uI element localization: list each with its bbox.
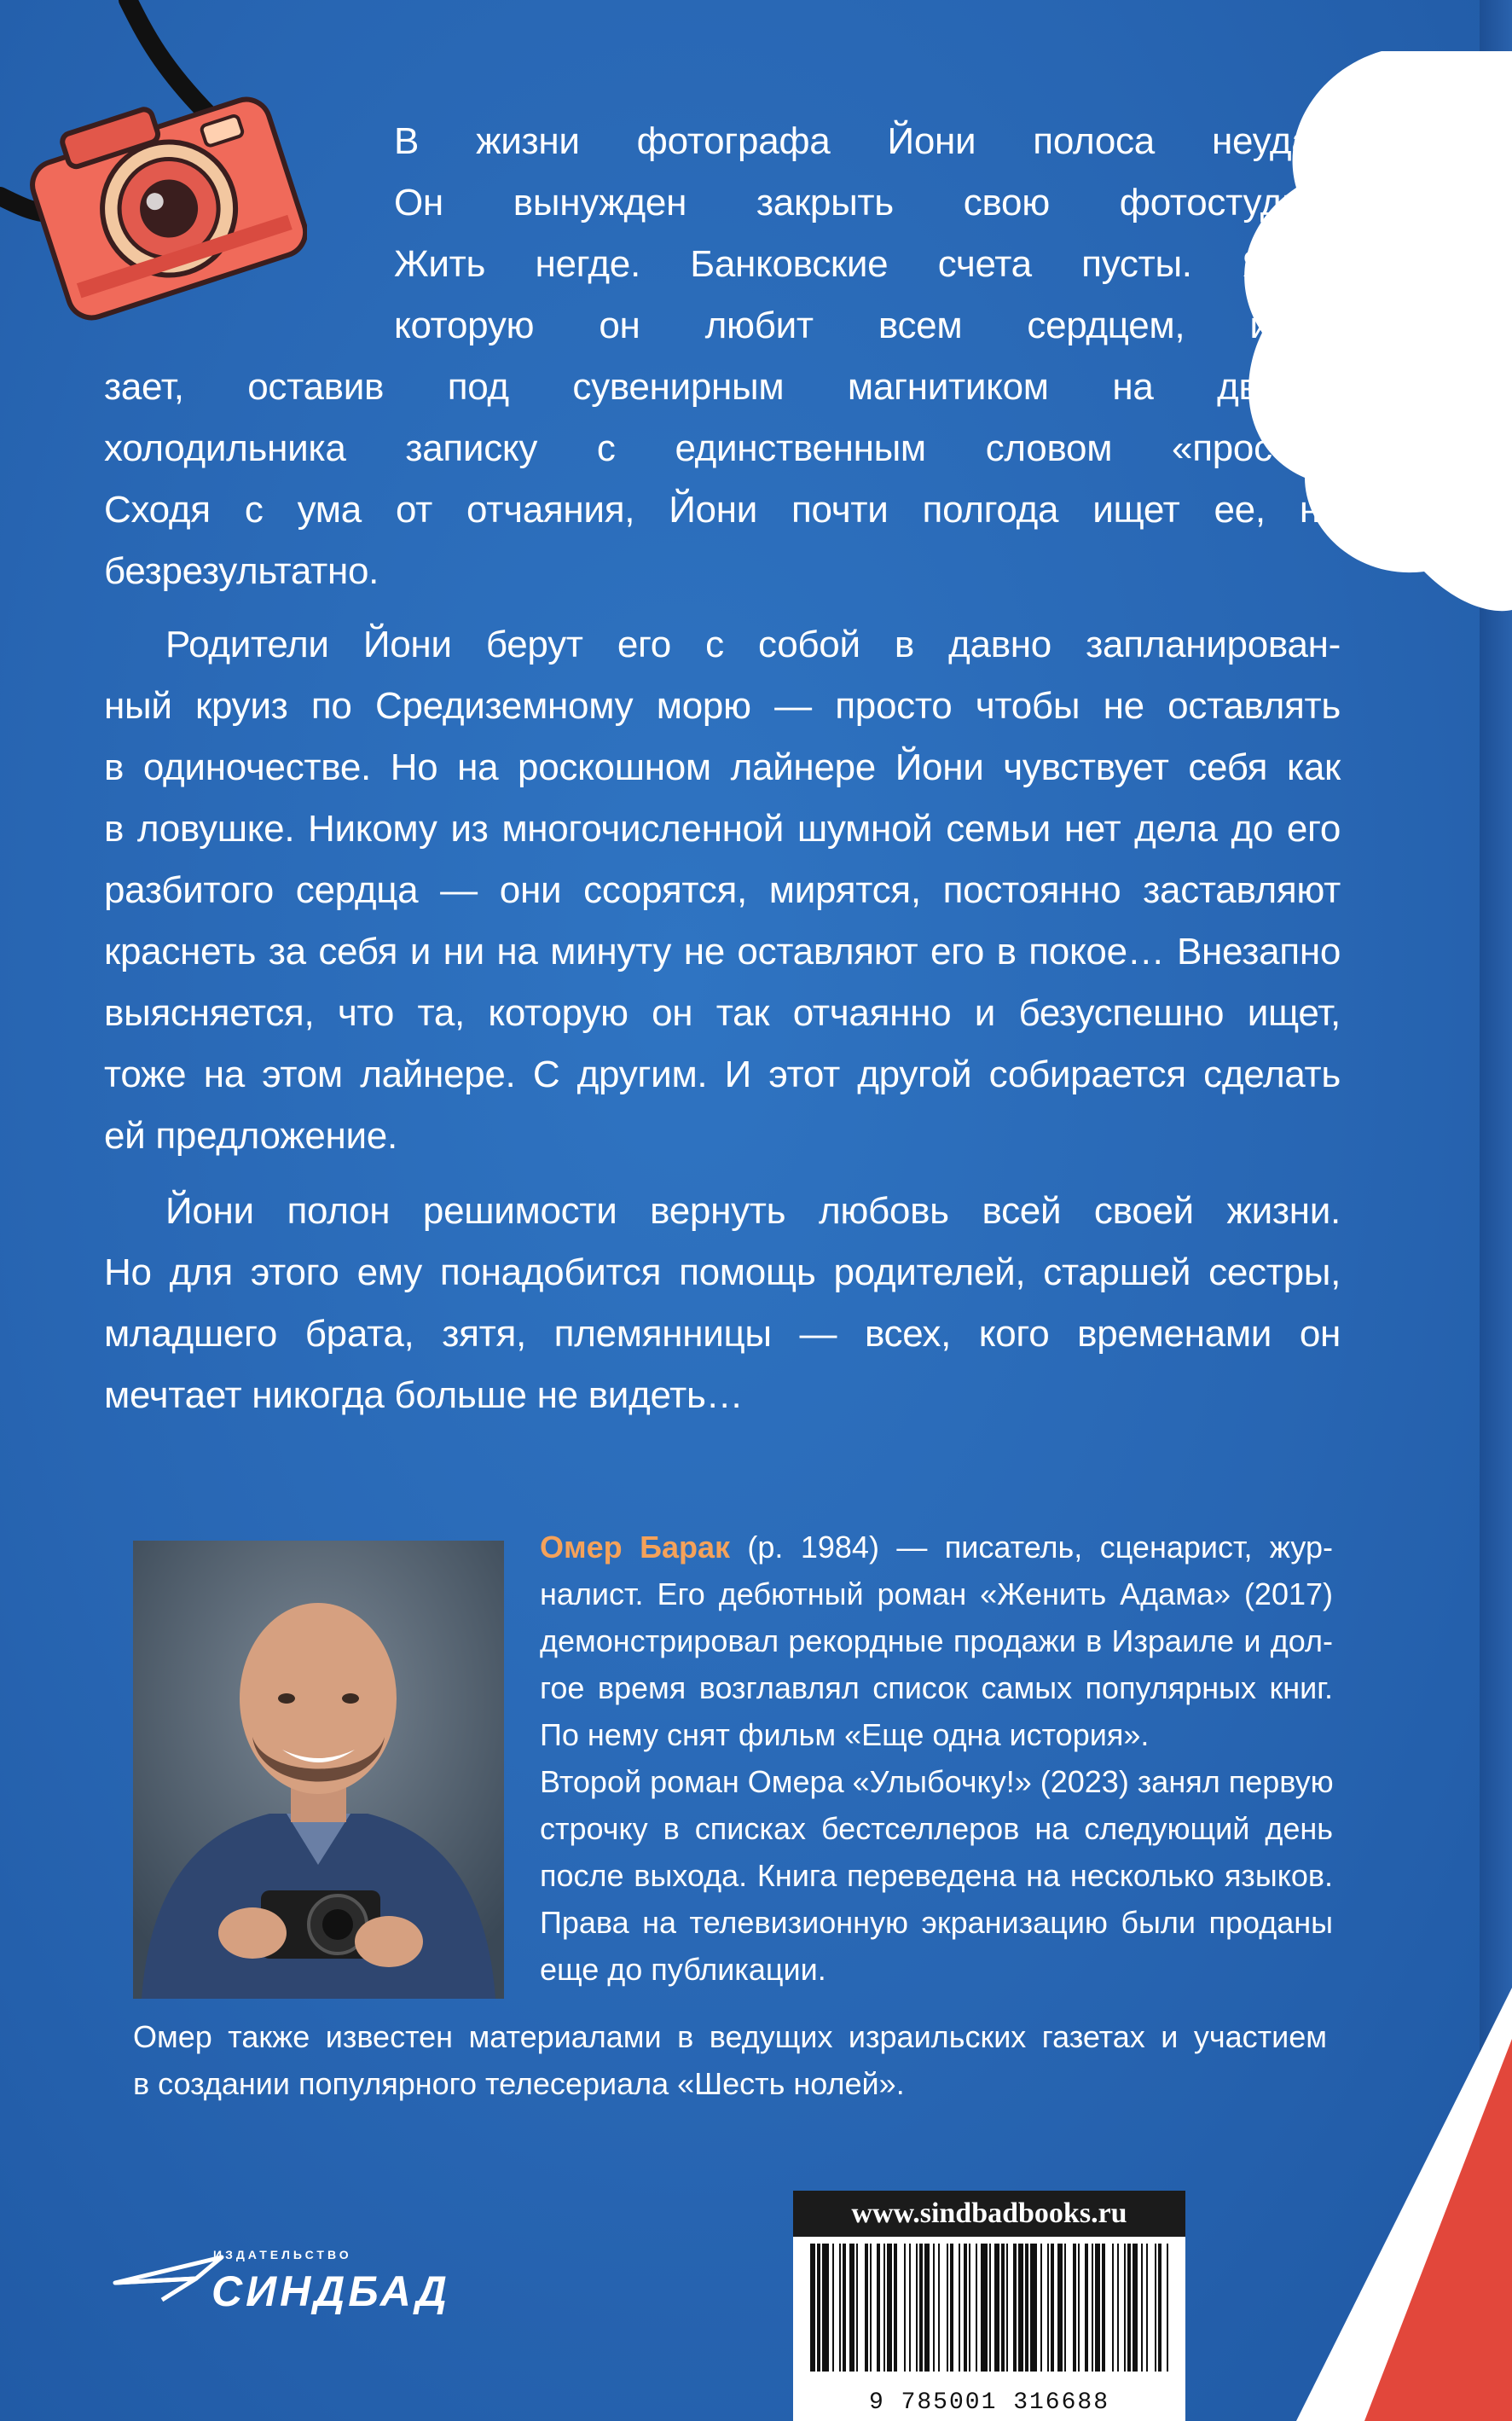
barcode-bar bbox=[916, 2244, 918, 2372]
barcode-bar bbox=[947, 2244, 948, 2372]
barcode-bar bbox=[839, 2244, 841, 2372]
bio-line: демонстрировал рекордные продажи в Израиле и дол- bbox=[540, 1623, 1333, 1658]
barcode-bar bbox=[870, 2244, 872, 2372]
barcode-bar bbox=[849, 2244, 854, 2372]
publisher-label: ИЗДАТЕЛЬСТВО bbox=[213, 2248, 352, 2261]
blurb-line: тоже на этом лайнере. С другим. И этот другой собирается сделать bbox=[104, 1054, 1341, 1095]
barcode-bar bbox=[1133, 2244, 1138, 2372]
barcode-bar bbox=[938, 2244, 940, 2372]
barcode-bar bbox=[981, 2244, 988, 2372]
barcode-bar bbox=[950, 2244, 953, 2372]
blurb-line: в одиночестве. Но на роскошном лайнере Йони чувствует себя как bbox=[104, 746, 1341, 788]
blurb-line: холодильника записку с единственным словом «прости». bbox=[104, 427, 1341, 469]
blurb-line: В жизни фотографа Йони полоса неудач. bbox=[394, 120, 1341, 162]
barcode-bar bbox=[887, 2244, 892, 2372]
barcode bbox=[793, 2244, 1185, 2389]
blurb-line: в ловушке. Никому из многочисленной шумной семьи нет дела до его bbox=[104, 808, 1341, 850]
barcode-bar bbox=[1167, 2244, 1168, 2372]
bio-line: По нему снят фильм «Еще одна история». bbox=[540, 1717, 1150, 1752]
bio-line: налист. Его дебютный роман «Женить Адама» (2017) bbox=[540, 1576, 1333, 1611]
barcode-bar bbox=[1124, 2244, 1126, 2372]
barcode-bar bbox=[964, 2244, 967, 2372]
barcode-bar bbox=[1112, 2244, 1114, 2372]
blurb-line: безрезультатно. bbox=[104, 550, 379, 592]
barcode-bar bbox=[976, 2244, 977, 2372]
barcode-bar bbox=[904, 2244, 906, 2372]
author-photo bbox=[133, 1541, 504, 1999]
author-bio-continued bbox=[133, 2013, 1327, 2107]
barcode-bar bbox=[1095, 2244, 1100, 2372]
blurb-line: Жить негде. Банковские счета пусты. Яара, bbox=[394, 243, 1341, 285]
barcode-bar bbox=[1064, 2244, 1066, 2372]
barcode-bar bbox=[822, 2244, 829, 2372]
blurb-line: Но для этого ему понадобится помощь родителей, старшей сестры, bbox=[104, 1251, 1341, 1293]
bio-line: еще до публикации. bbox=[540, 1952, 826, 1987]
bio-line: Омер также известен материалами в ведущих израильских газетах и участием bbox=[133, 2019, 1327, 2054]
blurb-line: Он вынужден закрыть свою фотостудию. bbox=[394, 182, 1341, 224]
blurb-paragraph-1 bbox=[104, 111, 1341, 602]
barcode-bar bbox=[894, 2244, 897, 2372]
barcode-bar bbox=[994, 2244, 999, 2372]
author-name: Омер Барак bbox=[540, 1530, 730, 1565]
blurb-line: которую он любит всем сердцем, исче- bbox=[394, 305, 1341, 346]
barcode-bar bbox=[1013, 2244, 1017, 2372]
blurb-line: выясняется, что та, которую он так отчаянно и безуспешно ищет, bbox=[104, 992, 1341, 1034]
bio-line: гое время возглавлял список самых популярных книг. bbox=[540, 1670, 1333, 1705]
barcode-bar bbox=[1117, 2244, 1119, 2372]
blurb-line: разбитого сердца — они ссорятся, мирятся, постоянно заставляют bbox=[104, 869, 1341, 911]
blurb-line: мечтает никогда больше не видеть… bbox=[104, 1374, 744, 1416]
barcode-bar bbox=[832, 2244, 834, 2372]
blurb-line: Сходя с ума от отчаяния, Йони почти полгода ищет ее, но bbox=[104, 489, 1341, 531]
blurb-line: зает, оставив под сувенирным магнитиком на дверце bbox=[104, 366, 1341, 408]
bio-line: Второй роман Омера «Улыбочку!» (2023) занял первую bbox=[540, 1764, 1334, 1799]
barcode-bar bbox=[1158, 2244, 1162, 2372]
blurb-line: ей предложение. bbox=[104, 1115, 397, 1157]
bio-first-line bbox=[540, 1524, 1333, 1570]
barcode-bar bbox=[924, 2244, 930, 2372]
barcode-bar bbox=[1030, 2244, 1037, 2372]
barcode-bar bbox=[989, 2244, 991, 2372]
barcode-bar bbox=[1092, 2244, 1093, 2372]
barcode-bar bbox=[1141, 2244, 1143, 2372]
barcode-bar bbox=[933, 2244, 935, 2372]
barcode-bar bbox=[909, 2244, 911, 2372]
barcode-bar bbox=[1001, 2244, 1005, 2372]
barcode-panel bbox=[793, 2191, 1185, 2421]
author-bio bbox=[540, 1524, 1333, 1993]
barcode-bar bbox=[1051, 2244, 1054, 2372]
bio-line: строчку в списках бестселлеров на следующий день bbox=[540, 1811, 1333, 1846]
bio-line: в создании популярного телесериала «Шесть нолей». bbox=[133, 2066, 905, 2101]
barcode-bar bbox=[810, 2244, 815, 2372]
bio-line: после выхода. Книга переведена на несколько языков. bbox=[540, 1858, 1333, 1893]
barcode-bar bbox=[1006, 2244, 1008, 2372]
barcode-bar bbox=[1040, 2244, 1042, 2372]
publisher-website: www.sindbadbooks.ru bbox=[793, 2191, 1185, 2237]
barcode-bar bbox=[865, 2244, 868, 2372]
bio-line: Права на телевизионную экранизацию были проданы bbox=[540, 1905, 1333, 1940]
barcode-bar bbox=[1146, 2244, 1148, 2372]
bio-text: (р. 1984) — писатель, сценарист, жур- bbox=[747, 1530, 1333, 1565]
barcode-bar bbox=[1018, 2244, 1023, 2372]
blurb-line: краснеть за себя и ни на минуту не оставляют его в покое… Внезапно bbox=[104, 931, 1341, 972]
barcode-bar bbox=[877, 2244, 880, 2372]
barcode-bar bbox=[883, 2244, 885, 2372]
barcode-bar bbox=[1047, 2244, 1049, 2372]
barcode-bar bbox=[919, 2244, 923, 2372]
barcode-bar bbox=[1102, 2244, 1105, 2372]
barcode-bar bbox=[856, 2244, 858, 2372]
barcode-bar bbox=[1078, 2244, 1080, 2372]
blurb-line: ный круиз по Средиземному морю — просто чтобы не оставлять bbox=[104, 685, 1341, 727]
barcode-bar bbox=[1085, 2244, 1088, 2372]
blurb-paragraph-3 bbox=[104, 1181, 1341, 1426]
barcode-bar bbox=[1155, 2244, 1156, 2372]
barcode-bar bbox=[1127, 2244, 1131, 2372]
blurb-line: младшего брата, зятя, племянницы — всех, кого временами он bbox=[104, 1313, 1341, 1355]
publisher-name: СИНДБАД bbox=[211, 2267, 450, 2315]
blurb-line: Йони полон решимости вернуть любовь всей своей жизни. bbox=[165, 1190, 1341, 1232]
blurb-line: Родители Йони берут его с собой в давно запланирован- bbox=[165, 624, 1341, 665]
barcode-bar bbox=[1025, 2244, 1028, 2372]
barcode-bar bbox=[843, 2244, 846, 2372]
blurb-paragraph-2 bbox=[104, 614, 1341, 1167]
barcode-bar bbox=[969, 2244, 970, 2372]
barcode-bar bbox=[1073, 2244, 1076, 2372]
barcode-bar bbox=[959, 2244, 960, 2372]
isbn-number: 9 785001 316688 bbox=[868, 2389, 1110, 2416]
barcode-bar bbox=[1057, 2244, 1063, 2372]
barcode-bar bbox=[817, 2244, 820, 2372]
author-portrait-illustration bbox=[133, 1541, 504, 1999]
